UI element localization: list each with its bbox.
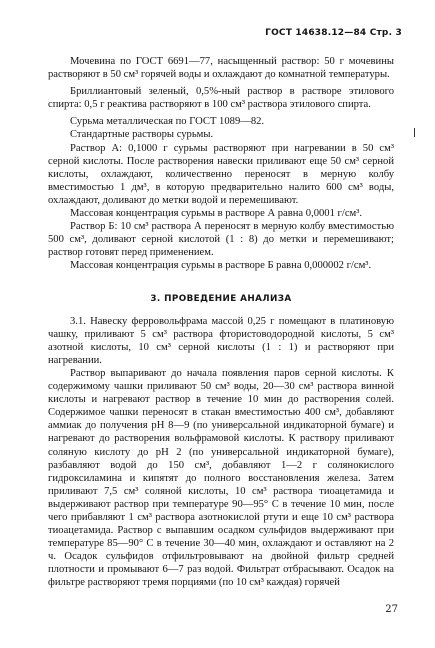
paragraph-evaporation: Раствор выпаривают до начала появления паров серной кислоты. К содержимому чашки приливают 50 см³ воды, 20—30 см³ раствора винной кислоты и нагревают раствор в течение 10 мин до растворения солей. Содержимое чашки переносят в стакан вместимостью 400 см³, добавляют аммиак до получения pH 8—9 (по универсальной индикаторной бумаге) и нагревают до растворения вольфрамовой кислоты. К раствору приливают соляную кислоту до pH 2 (по универсальной индикаторной бумаге), разбавляют водой до 150 см³, добавляют 1—2 г солянокислого гидроксиламина и кипятят до полного восстановления железа. Затем приливают 7,5 см³ соляной кислоты, 10 см³ раствора тиоацетамида и выдерживают раствор при температуре 90—95° С в течение 10 мин, после чего прибавляют 1 см³ раствора азотнокислой ртути и еще 10 см³ раствора тиоацетамида. Раствор с выпавшим осадком сульфидов выдерживают при температуре 85—90° С в течение 30—40 мин, охлаждают и оставляют на 2 ч. Осадок сульфидов отфильтровывают на двойной фильтр средней плотности и промывают 6—7 раз водой. Фильтрат отбрасывают. Осадок на фильтре растворяют тремя порциями (по 10 см³ каждая) горячей (48, 367, 394, 589)
paragraph-concentration-b: Массовая концентрация сурьмы в растворе Б равна 0,000002 г/см³. (70, 260, 372, 272)
section-title: 3. ПРОВЕДЕНИЕ АНАЛИЗА (150, 293, 292, 304)
paragraph-solution-a: Раствор А: 0,1000 г сурьмы растворяют при нагревании в 50 см³ серной кислоты. После растворения навески приливают еще 50 см³ серной кислоты, охлаждают, количественно переносят в мерную колбу вместимостью 1 дм³, в которую предварительно налито 600 см³ воды, охлаждают, доливают до метки водой и перемешивают. (48, 142, 394, 206)
margin-mark (414, 128, 415, 137)
paragraph-solution-b: Раствор Б: 10 см³ раствора А переносят в мерную колбу вместимостью 500 см³, доливают серной кислотой (1 : 8) до метки и перемешивают; раствор готовят перед применением. (48, 221, 394, 259)
paragraph-antimony-metal: Сурьма металлическая по ГОСТ 1089—82. (70, 116, 265, 128)
paragraph-urea: Мочевина по ГОСТ 6691—77, насыщенный раствор: 50 г мочевины растворяют в 50 см³ горячей воды и охлаждают до комнатной температуры. (48, 56, 394, 81)
paragraph-concentration-a: Массовая концентрация сурьмы в растворе А равна 0,0001 г/см³. (70, 208, 363, 220)
paragraph-brilliant-green: Бриллиантовый зеленый, 0,5%-ный раствор в растворе этилового спирта: 0,5 г реактива растворяют в 100 см³ раствора этилового спирта. (48, 86, 394, 111)
paragraph-standard-solutions: Стандартные растворы сурьмы. (70, 129, 214, 141)
page-header: ГОСТ 14638.12—84 Стр. 3 (265, 28, 402, 38)
paragraph-3-1: 3.1. Навеску ферровольфрама массой 0,25 г помещают в платиновую чашку, приливают 5 см³ раствора фтористоводородной кислоты, 5 см³ азотной кислоты, 10 см³ серной кислоты (1 : 1) и растворяют при нагревании. (48, 315, 394, 366)
document-body (48, 55, 394, 590)
page-number: 27 (385, 604, 398, 615)
